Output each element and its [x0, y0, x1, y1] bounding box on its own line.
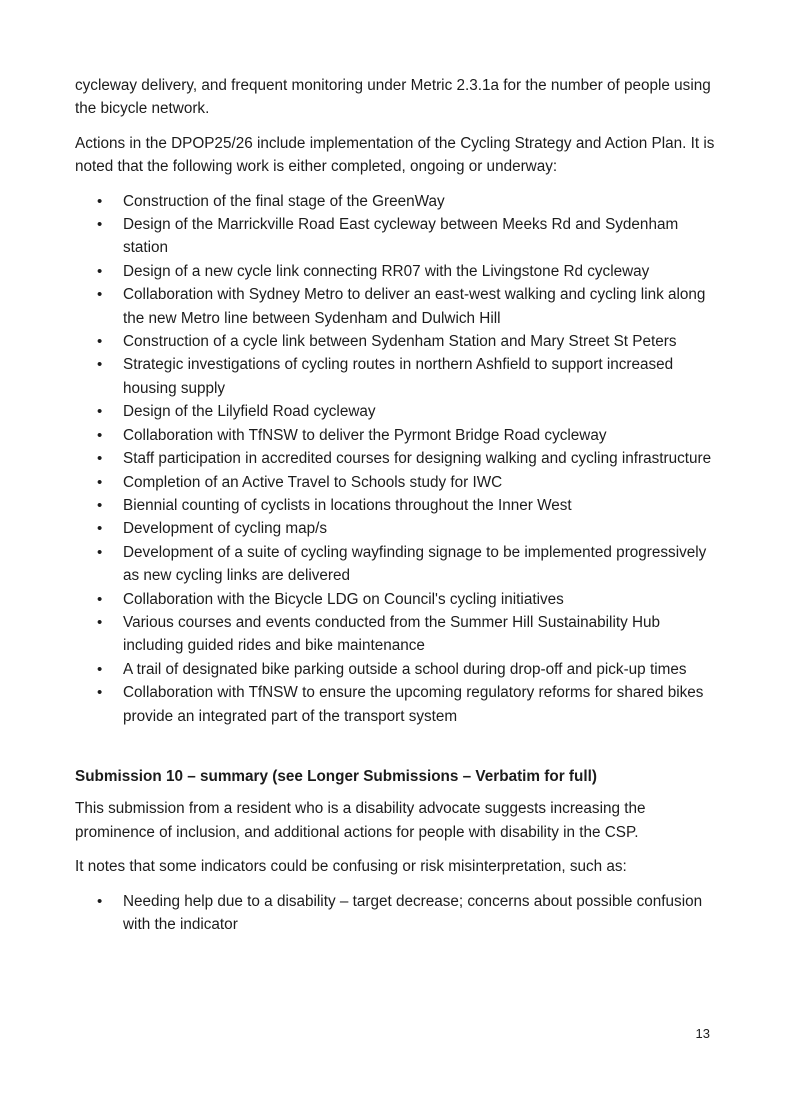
list-item	[75, 213, 715, 260]
bullet-icon: •	[97, 426, 103, 444]
list-item-text: Development of a suite of cycling wayfinding signage to be implemented progressively as new cycling links are delivered	[123, 543, 707, 585]
page-number: 13	[695, 1026, 710, 1041]
list-item	[75, 494, 715, 517]
list-item	[75, 330, 715, 353]
list-item-text: Completion of an Active Travel to Schools study for IWC	[123, 473, 503, 491]
submission-heading: Submission 10 – summary (see Longer Submissions – Verbatim for full)	[75, 767, 597, 785]
bullet-icon: •	[97, 473, 103, 491]
list-item	[75, 190, 715, 213]
list-item-text: Collaboration with TfNSW to deliver the Pyrmont Bridge Road cycleway	[123, 426, 607, 444]
bullet-icon: •	[97, 543, 103, 561]
bullet-icon: •	[97, 520, 103, 538]
list-item	[75, 658, 715, 681]
list-item	[75, 283, 715, 330]
intro-paragraph: cycleway delivery, and frequent monitoring under Metric 2.3.1a for the number of people using the bicycle network.	[75, 77, 711, 118]
list-item-text: Biennial counting of cyclists in locations throughout the Inner West	[123, 496, 572, 514]
list-item	[75, 541, 715, 588]
list-item	[75, 890, 715, 937]
list-item-text: Strategic investigations of cycling routes in northern Ashfield to support increased housing supply	[123, 356, 674, 397]
list-item-text: Design of the Marrickville Road East cycleway between Meeks Rd and Sydenham station	[123, 216, 679, 257]
list-item	[75, 517, 715, 540]
indicator-items-list	[75, 890, 715, 937]
list-item	[75, 424, 715, 447]
list-item	[75, 400, 715, 423]
bullet-icon: •	[97, 286, 103, 304]
list-item	[75, 447, 715, 470]
submission-paragraph-1: This submission from a resident who is a disability advocate suggests increasing the prominence of inclusion, and additional actions for people with disability in the CSP.	[75, 800, 646, 841]
bullet-icon: •	[97, 660, 103, 678]
list-item-text: Development of cycling map/s	[123, 520, 328, 538]
list-item-text: Design of a new cycle link connecting RR07 with the Livingstone Rd cycleway	[123, 262, 650, 280]
bullet-icon: •	[97, 356, 103, 374]
list-item-text: Needing help due to a disability – target decrease; concerns about possible confusion with the indicator	[123, 892, 703, 933]
bullet-icon: •	[97, 192, 103, 210]
bullet-icon: •	[97, 403, 103, 421]
list-item-text: Collaboration with Sydney Metro to deliver an east-west walking and cycling link along the new Metro line between Sydenham and Dulwich Hill	[123, 286, 706, 327]
bullet-icon: •	[97, 590, 103, 608]
list-item-text: Collaboration with TfNSW to ensure the upcoming regulatory reforms for shared bikes provide an integrated part of the transport system	[123, 684, 704, 725]
list-item-text: Collaboration with the Bicycle LDG on Council's cycling initiatives	[123, 590, 564, 608]
document-page	[75, 74, 715, 936]
list-item	[75, 353, 715, 400]
actions-paragraph: Actions in the DPOP25/26 include implementation of the Cycling Strategy and Action Plan. It is noted that the following work is either completed, ongoing or underway:	[75, 134, 715, 176]
list-item-text: Design of the Lilyfield Road cycleway	[123, 403, 376, 421]
bullet-icon: •	[97, 262, 103, 280]
list-item-text: Various courses and events conducted from the Summer Hill Sustainability Hub including guided rides and bike maintenance	[123, 613, 661, 655]
list-item-text: A trail of designated bike parking outside a school during drop-off and pick-up times	[123, 660, 687, 678]
list-item-text: Construction of a cycle link between Sydenham Station and Mary Street St Peters	[123, 333, 677, 351]
list-item	[75, 588, 715, 611]
list-item	[75, 471, 715, 494]
list-item-text: Staff participation in accredited courses for designing walking and cycling infrastructure	[123, 450, 712, 468]
submission-paragraph-2: It notes that some indicators could be confusing or risk misinterpretation, such as:	[75, 858, 627, 876]
work-items-list	[75, 190, 715, 728]
bullet-icon: •	[97, 333, 103, 351]
list-item-text: Construction of the final stage of the GreenWay	[123, 192, 445, 210]
bullet-icon: •	[97, 684, 103, 702]
bullet-icon: •	[97, 496, 103, 514]
list-item	[75, 260, 715, 283]
list-item	[75, 611, 715, 658]
bullet-icon: •	[97, 892, 103, 910]
bullet-icon: •	[97, 450, 103, 468]
bullet-icon: •	[97, 216, 103, 234]
bullet-icon: •	[97, 613, 103, 631]
list-item	[75, 681, 715, 728]
